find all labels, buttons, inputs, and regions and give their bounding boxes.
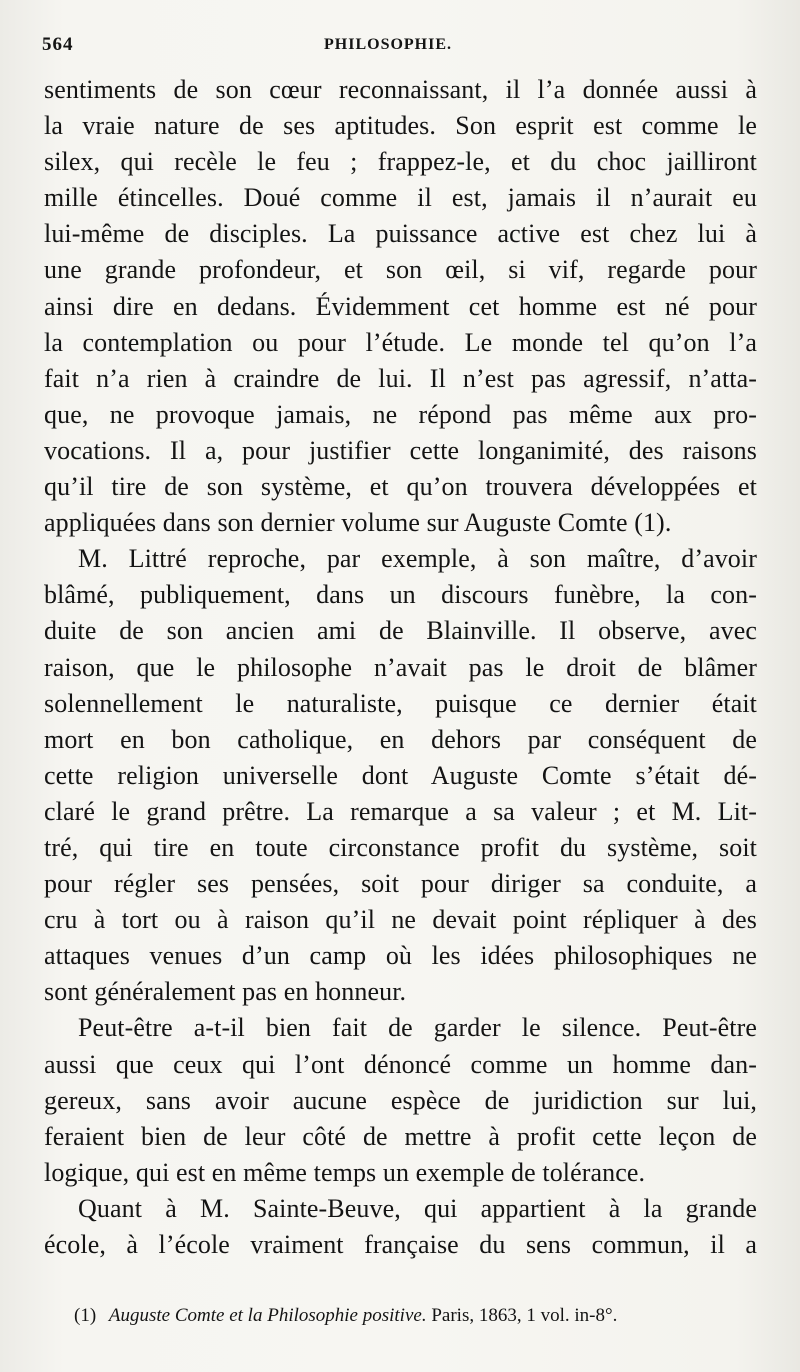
- text-line: attaques venues d’un camp où les idées philosophiques ne: [44, 941, 757, 971]
- text-line: gereux, sans avoir aucune espèce de juridiction sur lui,: [44, 1085, 757, 1115]
- text-line: Quant à M. Sainte-Beuve, qui appartient à la grande: [78, 1193, 757, 1223]
- footnote: [74, 1305, 764, 1327]
- text-line: une grande profondeur, et son œil, si vif, regarde pour: [44, 255, 757, 285]
- text-line: logique, qui est en même temps un exemple de tolérance.: [44, 1157, 646, 1187]
- text-line: appliquées dans son dernier volume sur Auguste Comte (1).: [44, 508, 672, 538]
- text-line: la vraie nature de ses aptitudes. Son esprit est comme le: [44, 111, 757, 141]
- text-line: feraient bien de leur côté de mettre à profit cette leçon de: [44, 1121, 757, 1151]
- text-line: Peut-être a-t-il bien fait de garder le silence. Peut-être: [78, 1013, 757, 1043]
- text-line: lui-même de disciples. La puissance active est chez lui à: [44, 219, 757, 249]
- text-line: solennellement le naturaliste, puisque ce dernier était: [44, 688, 757, 718]
- text-line: mort en bon catholique, en dehors par conséquent de: [44, 724, 757, 754]
- text-line: fait n’a rien à craindre de lui. Il n’est pas agressif, n’atta-: [44, 363, 757, 393]
- text-line: aussi que ceux qui l’ont dénoncé comme un homme dan-: [44, 1049, 757, 1079]
- text-line: vocations. Il a, pour justifier cette longanimité, des raisons: [44, 435, 757, 465]
- text-line: la contemplation ou pour l’étude. Le monde tel qu’on l’a: [44, 327, 757, 357]
- text-line: cru à tort ou à raison qu’il ne devait point répliquer à des: [44, 905, 757, 935]
- text-line: duite de son ancien ami de Blainville. Il observe, avec: [44, 616, 757, 646]
- text-line: claré le grand prêtre. La remarque a sa valeur ; et M. Lit-: [44, 796, 757, 826]
- text-line: école, à l’école vraiment française du sens commun, il a: [44, 1230, 757, 1259]
- running-head: [42, 34, 758, 58]
- footnote-title: Auguste Comte et la Philosophie positive.: [108, 1305, 427, 1326]
- text-line: que, ne provoque jamais, ne répond pas même aux pro-: [44, 399, 757, 429]
- text-line: sentiments de son cœur reconnaissant, il l’a donnée aussi à: [44, 75, 757, 104]
- page-number: 564: [42, 34, 74, 55]
- text-line: blâmé, publiquement, dans un discours funèbre, la con-: [44, 580, 757, 610]
- text-line: tré, qui tire en toute circonstance profit du système, soit: [44, 832, 757, 862]
- text-line: pour régler ses pensées, soit pour diriger sa conduite, a: [44, 869, 757, 899]
- text-line: qu’il tire de son système, et qu’on trouvera développées et: [44, 472, 757, 502]
- text-line: silex, qui recèle le feu ; frappez-le, et du choc jailliront: [44, 147, 757, 177]
- text-line: raison, que le philosophe n’avait pas le droit de blâmer: [44, 652, 757, 682]
- text-line: M. Littré reproche, par exemple, à son maître, d’avoir: [78, 544, 757, 574]
- footnote-marker: (1): [74, 1305, 97, 1326]
- text-line: ainsi dire en dedans. Évidemment cet homme est né pour: [44, 291, 757, 321]
- footnote-details: Paris, 1863, 1 vol. in-8°.: [431, 1305, 618, 1326]
- running-title: PHILOSOPHIE.: [324, 36, 453, 53]
- body-text: [44, 72, 757, 1263]
- text-line: sont généralement pas en honneur.: [44, 977, 407, 1007]
- text-line: mille étincelles. Doué comme il est, jamais il n’aurait eu: [44, 183, 757, 213]
- text-line: cette religion universelle dont Auguste Comte s’était dé-: [44, 760, 757, 790]
